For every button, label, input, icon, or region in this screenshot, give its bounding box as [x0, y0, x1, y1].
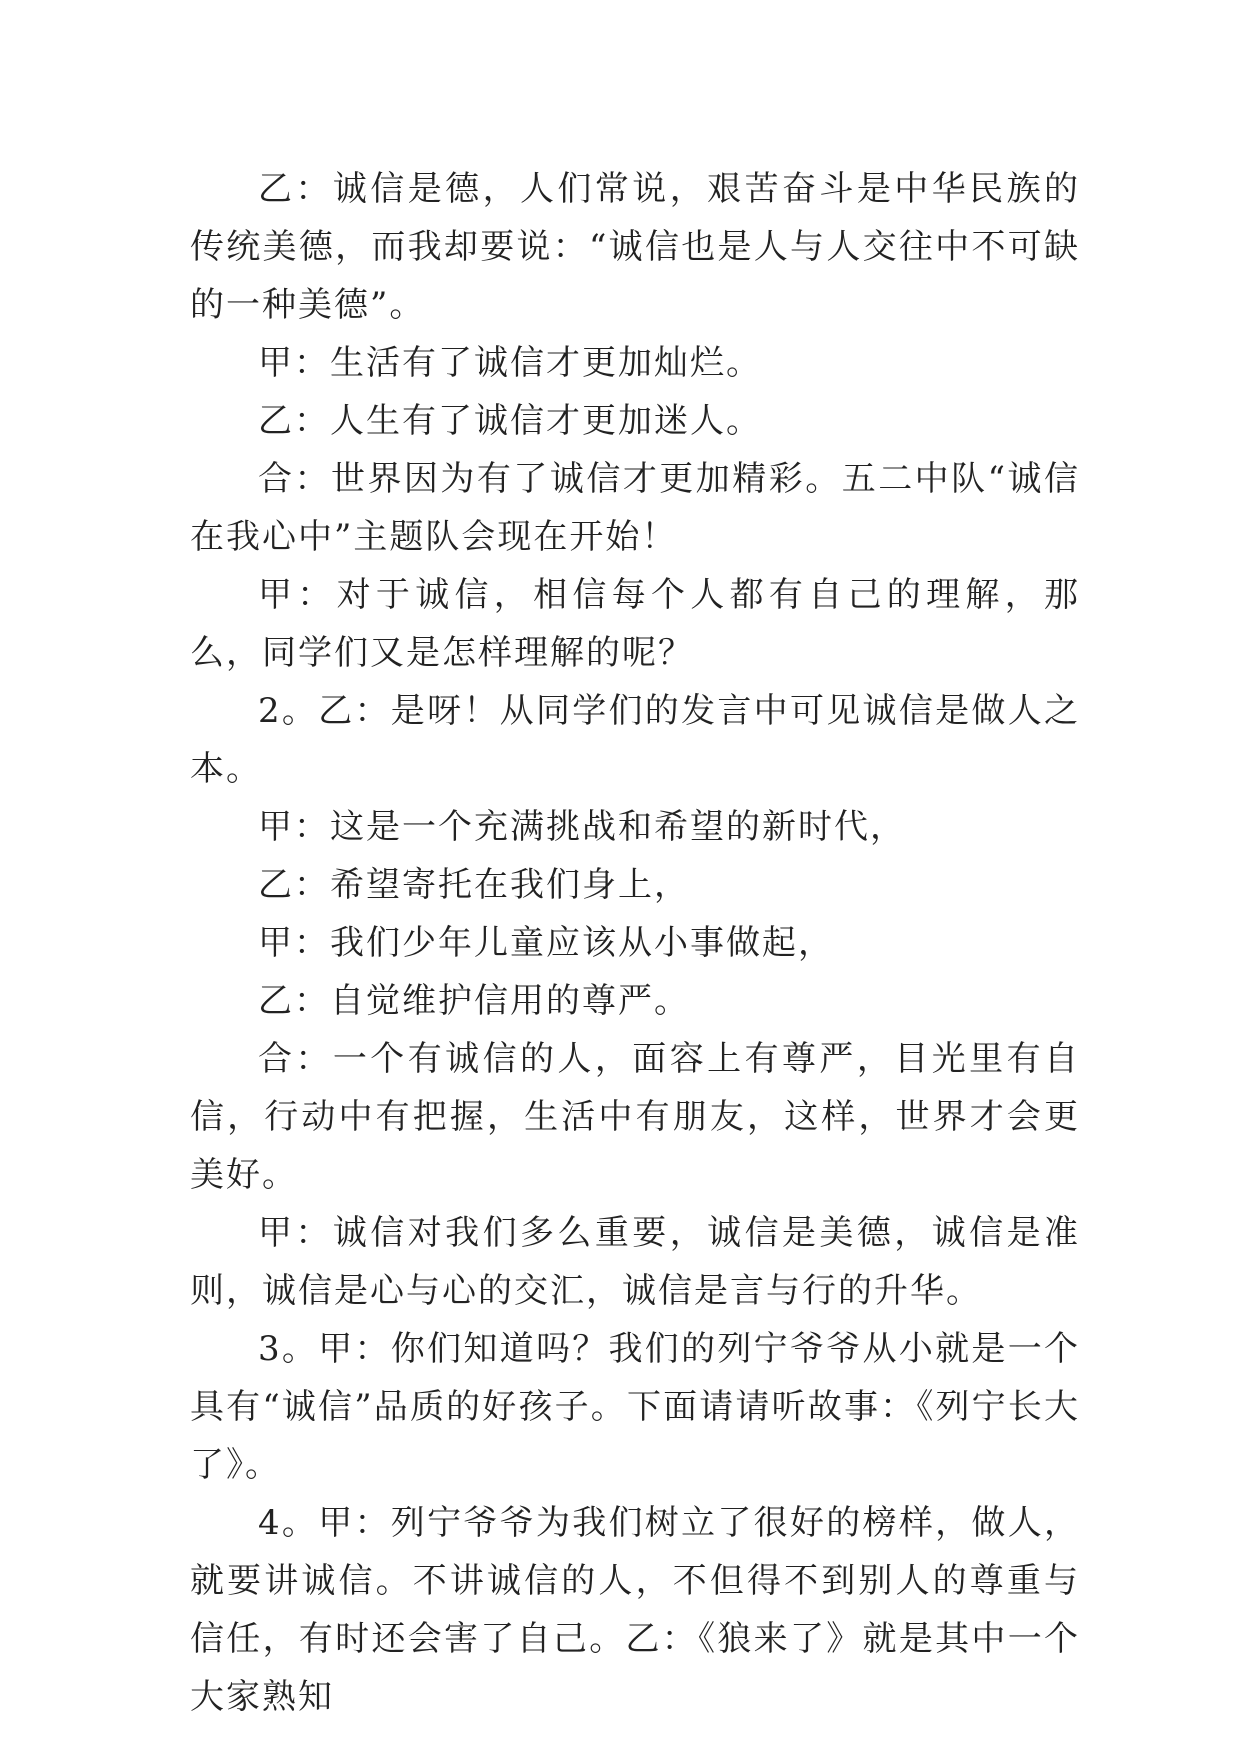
paragraph: 乙：人生有了诚信才更加迷人。: [258, 401, 762, 441]
paragraph: 合：一个有诚信的人，面容上有尊严，目光里有自信，行动中有把握，生活中有朋友，这样，世界才会更美好。: [190, 1039, 1080, 1195]
document-body: [190, 160, 1080, 1726]
paragraph: 2。乙：是呀！从同学们的发言中可见诚信是做人之本。: [190, 691, 1080, 789]
paragraph: 甲：诚信对我们多么重要，诚信是美德，诚信是准则，诚信是心与心的交汇，诚信是言与行的升华。: [190, 1213, 1080, 1311]
paragraph: 甲：我们少年儿童应该从小事做起，: [258, 923, 834, 963]
paragraph: 甲：这是一个充满挑战和希望的新时代，: [258, 807, 906, 847]
paragraph: 甲：生活有了诚信才更加灿烂。: [258, 343, 762, 383]
paragraph: 乙：希望寄托在我们身上，: [258, 865, 690, 905]
paragraph: 甲：对于诚信，相信每个人都有自己的理解，那么，同学们又是怎样理解的呢？: [190, 575, 1080, 673]
paragraph: 3。甲：你们知道吗？我们的列宁爷爷从小就是一个具有“诚信”品质的好孩子。下面请请听故事：《列宁长大了》。: [190, 1329, 1080, 1485]
paragraph: 乙：自觉维护信用的尊严。: [258, 981, 690, 1021]
paragraph: 乙：诚信是德，人们常说，艰苦奋斗是中华民族的传统美德，而我却要说：“诚信也是人与人交往中不可缺的一种美德”。: [190, 169, 1080, 325]
paragraph: 合：世界因为有了诚信才更加精彩。五二中队“诚信在我心中”主题队会现在开始！: [190, 459, 1080, 557]
paragraph: 4。甲：列宁爷爷为我们树立了很好的榜样，做人，就要讲诚信。不讲诚信的人，不但得不到别人的尊重与信任，有时还会害了自己。乙：《狼来了》就是其中一个大家熟知: [190, 1503, 1080, 1717]
